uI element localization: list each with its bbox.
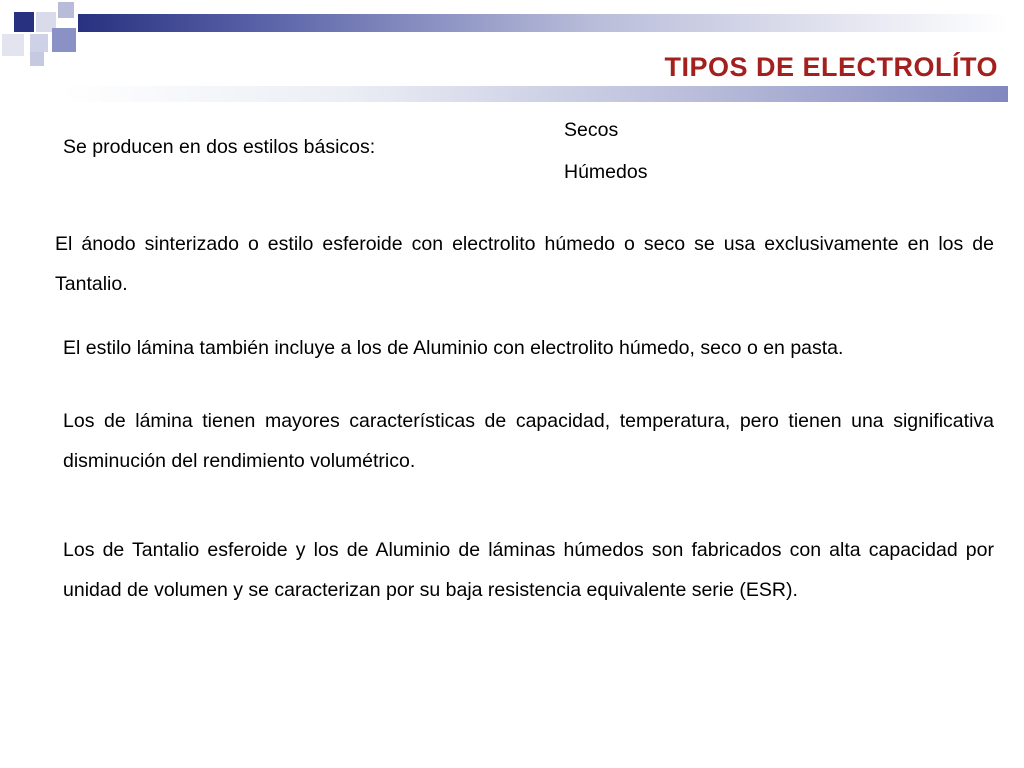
deco-square [30,34,48,52]
paragraph: El ánodo sinterizado o estilo esferoide con electrolito húmedo o seco se usa exclusivamente en los de Tantalio. [55,233,994,295]
paragraph: El estilo lámina también incluye a los de Aluminio con electrolito húmedo, seco o en pasta. [63,337,844,359]
deco-square [14,12,34,32]
deco-square [52,28,76,52]
header-bar [78,14,1008,32]
deco-square [2,34,24,56]
title-underline-bar [60,86,1008,102]
intro-text: Se producen en dos estilos básicos: [63,136,376,158]
style-option: Húmedos [564,161,648,183]
deco-square [58,2,74,18]
page-title: TIPOS DE ELECTROLÍTO [664,52,998,82]
style-option: Secos [564,119,619,141]
paragraph: Los de lámina tienen mayores características de capacidad, temperatura, pero tienen una significativa disminución del rendimiento volumétrico. [63,410,994,472]
paragraph: Los de Tantalio esferoide y los de Aluminio de láminas húmedos son fabricados con alta capacidad por unidad de volumen y se caracterizan por su baja resistencia equivalente serie (ESR). [63,539,994,601]
deco-square [30,52,44,66]
